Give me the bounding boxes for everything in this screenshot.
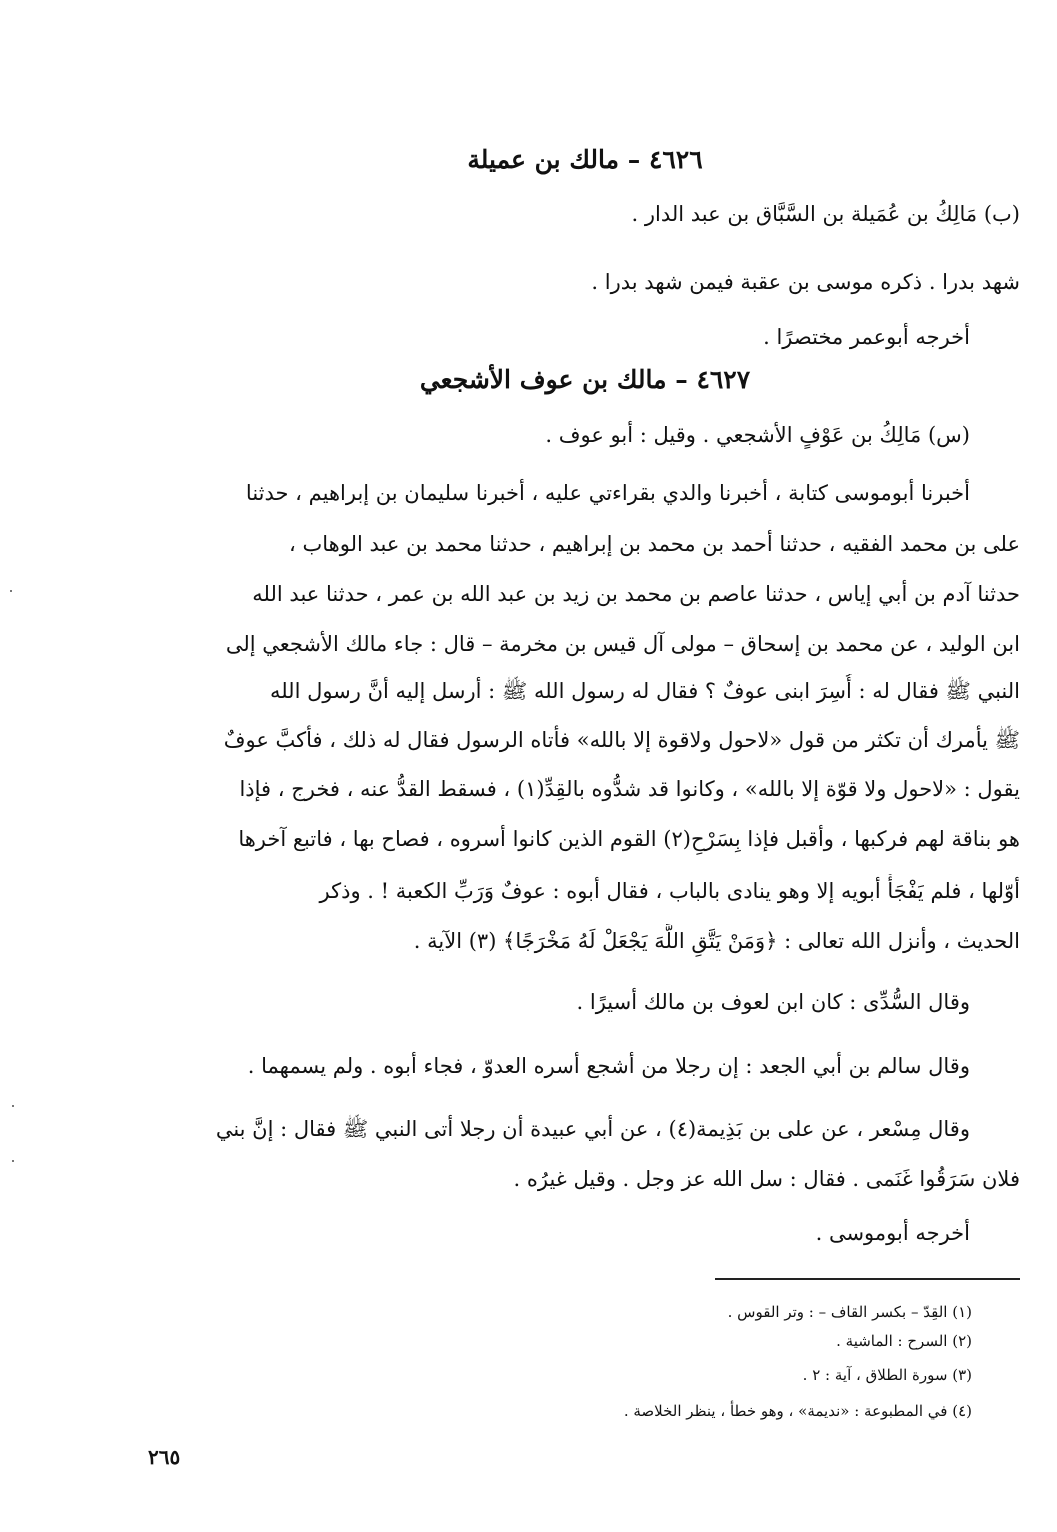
scan-speck <box>10 590 12 592</box>
paragraph-line: حدثنا آدم بن أبي إياس ، حدثنا عاصم بن محمد بن زيد بن عبد الله بن عمر ، حدثنا عبد الله <box>252 582 1020 606</box>
entry-4627-source-line: أخرجه أبوموسى . <box>815 1221 970 1245</box>
paragraph-line: فلان سَرَقُوا غَنَمى . فقال : سل الله عز وجل . وقيل غيرُه . <box>513 1167 1020 1191</box>
scan-speck <box>12 1105 14 1107</box>
paragraph-line: وقال مِسْعر ، عن على بن بَذِيمة(٤) ، عن أبي عبيدة أن رجلا أتى النبي ﷺ فقال : إنَّ بني <box>215 1117 970 1141</box>
paragraph-line: وقال السُّدِّى : كان ابن لعوف بن مالك أسيرًا . <box>576 990 970 1014</box>
footnote: (٢) السرح : الماشية . <box>836 1332 972 1350</box>
paragraph-line: أوّلها ، فلم يَفْجَأْ أبويه إلا وهو ينادى بالباب ، فقال أبوه : عوفٌ وَرَبِّ الكعبة ! . وذكر <box>319 879 1020 903</box>
paragraph-line: يقول : «لاحول ولا قوّة إلا بالله» ، وكانوا قد شدُّوه بالقِدِّ(١) ، فسقط القدُّ عنه ، فخرج ، فإذا <box>239 777 1020 801</box>
footnote-divider <box>715 1278 1020 1280</box>
paragraph-line: هو بناقة لهم فركبها ، وأقبل فإذا بِسَرْحِ(٢) القوم الذين كانوا أسروه ، فصاح بها ، فاتبع آخرها <box>238 827 1020 851</box>
entry-heading-4627: ٤٦٢٧ – مالك بن عوف الأشجعي <box>419 365 751 394</box>
book-page <box>150 0 1020 1532</box>
entry-heading-4626: ٤٦٢٦ – مالك بن عميلة <box>467 145 703 174</box>
paragraph-line: وقال سالم بن أبي الجعد : إن رجلا من أشجع أسره العدوّ ، فجاء أبوه . ولم يسمهما . <box>247 1054 970 1078</box>
paragraph-line: النبي ﷺ فقال له : أُسِرَ ابنى عوفٌ ؟ فقال له رسول الله ﷺ : أرسل إليه أنَّ رسول الله <box>269 679 1020 703</box>
paragraph-line: ﷺ يأمرك أن تكثر من قول «لاحول ولاقوة إلا بالله» فأتاه الرسول فقال له ذلك ، فأكبَّ عوفٌ <box>223 728 1020 752</box>
paragraph-line: أخبرنا أبوموسى كتابة ، أخبرنا والدي بقراءتي عليه ، أخبرنا سليمان بن إبراهيم ، حدثنا <box>245 481 970 505</box>
paragraph-line: الحديث ، وأنزل الله تعالى : ﴿وَمَنْ يَتَّقِ اللَّهَ يَجْعَلْ لَهُ مَخْرَجًا﴾ (٣) الآية . <box>413 929 1020 953</box>
footnote: (١) القِدّ – بكسر القاف – : وتر القوس . <box>727 1303 972 1321</box>
scan-speck <box>12 1160 14 1162</box>
footnote: (٤) في المطبوعة : «نديمة» ، وهو خطأ ، ينظر الخلاصة . <box>623 1402 972 1420</box>
entry-4626-text-line: شهد بدرا . ذكره موسى بن عقبة فيمن شهد بدرا . <box>591 270 1020 294</box>
page-number: ٢٦٥ <box>148 1445 181 1469</box>
paragraph-line: على بن محمد الفقيه ، حدثنا أحمد بن محمد بن إبراهيم ، حدثنا محمد بن عبد الوهاب ، <box>289 532 1020 556</box>
entry-4627-name-line: (س) مَالِكُ بن عَوْفٍ الأشجعي . وقيل : أبو عوف . <box>545 423 970 447</box>
footnote: (٣) سورة الطلاق ، آية : ٢ . <box>802 1366 972 1384</box>
entry-4626-name-line: (ب) مَالِكُ بن عُمَيلة بن السَّبَّاق بن عبد الدار . <box>631 202 1020 226</box>
entry-4626-source-line: أخرجه أبوعمر مختصرًا . <box>763 325 970 349</box>
paragraph-line: ابن الوليد ، عن محمد بن إسحاق – مولى آل قيس بن مخرمة – قال : جاء مالك الأشجعي إلى <box>225 632 1020 656</box>
